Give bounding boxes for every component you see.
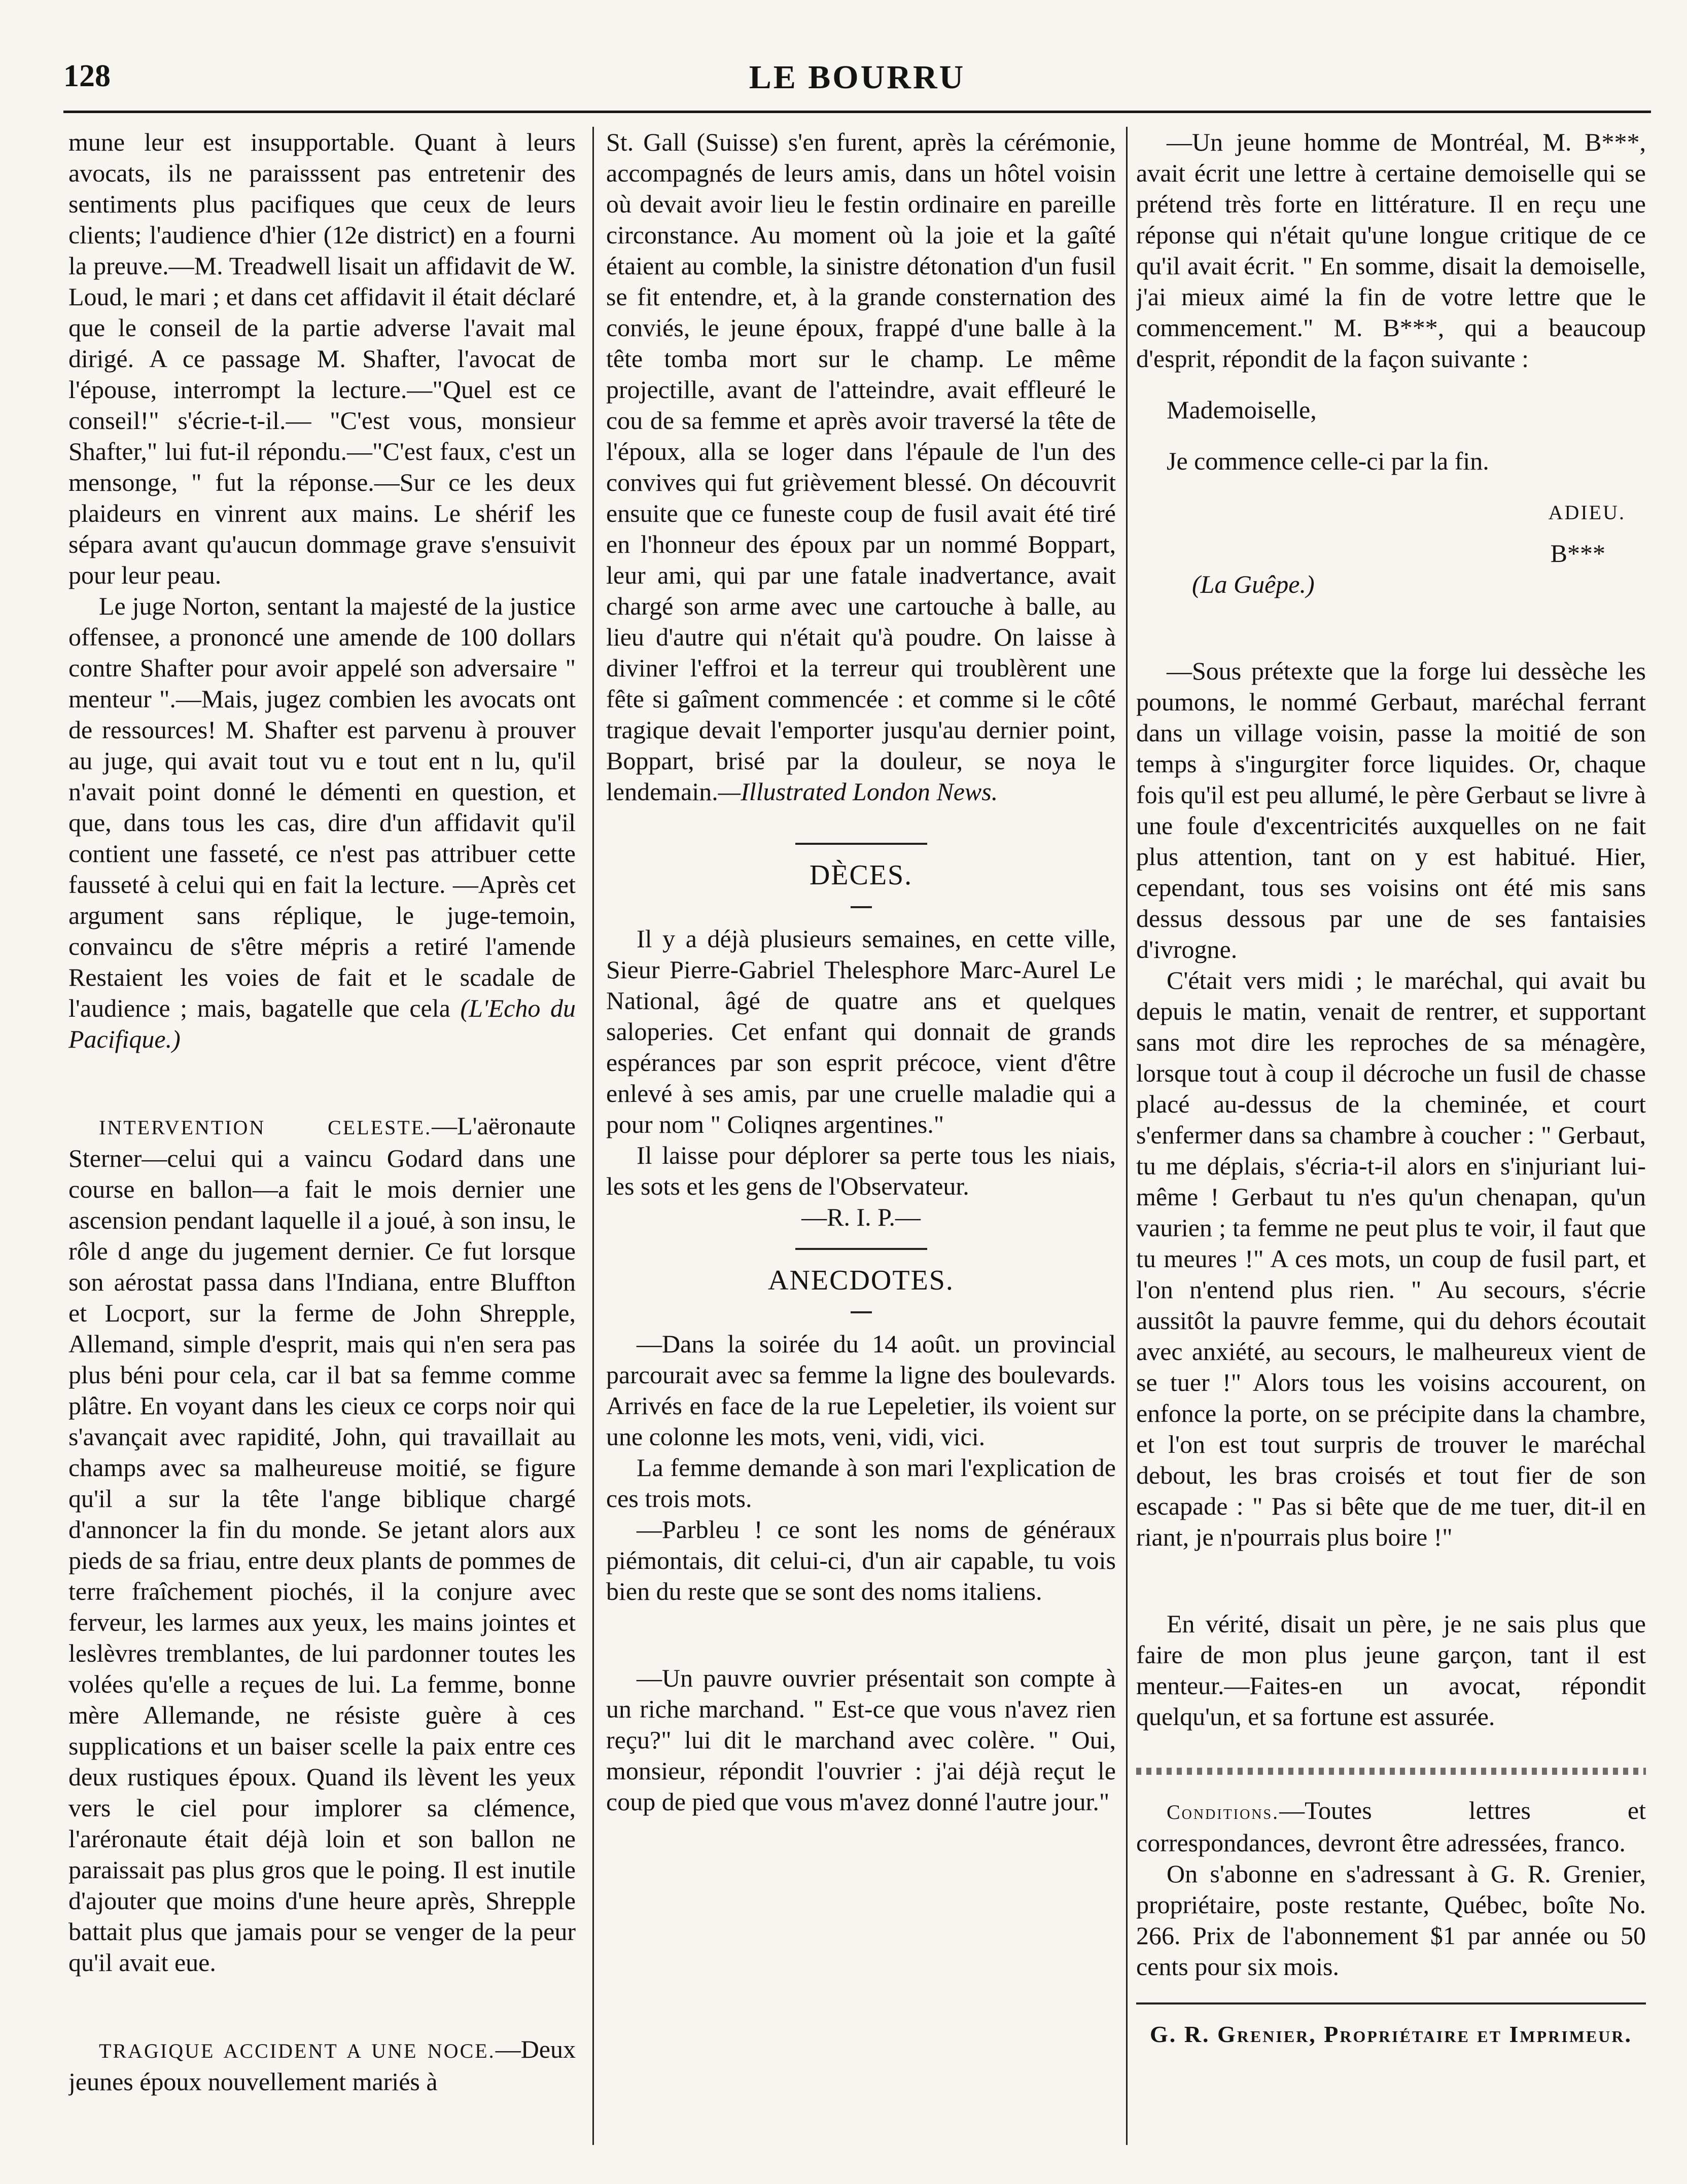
article-paragraph: En vérité, disait un père, je ne sais plus que faire de mon plus jeune garçon, tant il est menteur.—Faites-en un avocat, répondit quelqu'un, et sa fortune est assurée.	[1136, 1609, 1646, 1731]
running-title: LE BOURRU	[749, 59, 966, 96]
imprint: G. R. Grenier, Propriétaire et Imprimeur.	[1150, 2021, 1632, 2047]
page-number: 128	[63, 59, 111, 93]
article-heading: INTERVENTION CELESTE.	[99, 1116, 432, 1139]
source-credit: (La Guêpe.)	[1192, 570, 1315, 598]
article-paragraph: —Un pauvre ouvrier présentait son compte à un riche marchand. " Est-ce que vous n'avez rien reçu?" lui dit le marchand avec colère. " Oui, monsieur, répondit l'ouvrier : j'ai déjà reçut le coup de pied que vous m'avez donné l'autre jour."	[606, 1664, 1116, 1816]
letter-signature: B***	[1550, 539, 1605, 567]
letter-closing: ADIEU.	[1548, 501, 1626, 524]
article-paragraph: Le juge Norton, sentant la majesté de la justice offensee, a prononcé une amende de 100 dollars contre Shafter pour avoir appelé son adversaire " menteur ".—Mais, jugez combien les avocats ont de ressources! M. Shafter est parvenu à prouver au juge, qui avait tout vu e tout ent n lu, qu'il n'avait point donné le démenti en question, et que, dans tous les cas, dire d'un affidavit qu'il contient une fasseté, ce n'est pas attribuer cette fausseté à celui qui en fait la lecture. —Après cet argument sans réplique, le juge-temoin, convaincu de s'être mépris a retiré l'amende Restaient les voies de fait et le scadale de l'audience ; mais, bagatelle que cela (L'Echo du Pacifique.)	[68, 592, 576, 1053]
section-title: DÈCES.	[809, 860, 913, 891]
source-credit: —Illustrated London News.	[718, 777, 998, 806]
column-divider	[592, 127, 594, 2145]
rip-line: —R. I. P.—	[801, 1203, 921, 1231]
article-heading: TRAGIQUE ACCIDENT A UNE NOCE.	[99, 2039, 496, 2062]
conditions-label: Conditions.	[1167, 1801, 1280, 1823]
section-title: ANECDOTES.	[768, 1265, 954, 1296]
article-paragraph: C'était vers midi ; le maréchal, qui avait bu depuis le matin, venait de rentrer, et supportant sans mot dire les reproches de sa ménagère, lorsque tout à coup il décroche un fusil de chasse placé au-dessus de la cheminée, et court s'enfermer dans sa chambre à coucher : " Gerbaut, tu me déplais, s'écria-t-il alors en s'injuriant lui-même ! Gerbaut tu n'es qu'un chenapan, qu'un vaurien ; ta femme ne peut plus te voir, il faut que tu meures !" A ces mots, un coup de fusil part, et l'on n'entend plus rien. " Au secours, s'écrie aussitôt la pauvre femme, qui du dehors écoutait avec anxiété, au secours, le malheureux vient de se tuer !" Alors tous les voisins accourent, on enfonce la porte, on se précipite dans la chambre, et l'on est tout surpris de trouver le maréchal debout, les bras croisés et tout fier de son escapade : " Pas si bête que de me tuer, dit-il en riant, je n'pourrais plus boire !"	[1136, 966, 1646, 1551]
article-paragraph: Il y a déjà plusieurs semaines, en cette ville, Sieur Pierre-Gabriel Thelesphore Marc-Aurel Le National, âgé de quatre ans et quelques saloperies. Cet enfant qui donnait de grands espérances par son esprit précoce, vient d'être enlevé à ses amis, par une cruelle maladie qui a pour nom " Coliqnes argentines."	[606, 924, 1116, 1138]
letter-salutation: Mademoiselle,	[1167, 396, 1317, 424]
subscription-paragraph: On s'abonne en s'adressant à G. R. Grenier, propriétaire, poste restante, Québec, boîte No. 266. Prix de l'abonnement $1 par année ou 50 cents pour six mois.	[1136, 1859, 1646, 1981]
article-paragraph: mune leur est insupportable. Quant à leurs avocats, ils ne paraisssent pas entretenir des sentiments plus pacifiques que ceux de leurs clients; l'audience d'hier (12e district) en a fourni la preuve.—M. Treadwell lisait un affidavit de W. Loud, le mari ; et dans cet affidavit il était déclaré que le conseil de la partie adverse l'avait mal dirigé. A ce passage M. Shafter, l'avocat de l'épouse, interrompt la lecture.—"Quel est ce conseil!" s'écrie-t-il.— "C'est vous, monsieur Shafter," lui fut-il répondu.—"C'est faux, c'est un mensonge, " fut la réponse.—Sur ce les deux plaideurs en vinrent aux mains. Le shérif les sépara avant qu'aucun dommage grave s'ensuivit pour leur peau.	[68, 128, 576, 589]
article-paragraph: La femme demande à son mari l'explication de ces trois mots.	[606, 1453, 1116, 1513]
header-rule	[63, 111, 1651, 113]
article-paragraph: —Dans la soirée du 14 août. un provincial parcourait avec sa femme la ligne des boulevards. Arrivés en face de la rue Lepeletier, ils voient sur une colonne les mots, veni, vidi, vici.	[606, 1330, 1116, 1451]
section-rule	[795, 1248, 927, 1250]
article-paragraph: —Un jeune homme de Montréal, M. B***, avait écrit une lettre à certaine demoiselle qui se prétend très forte en littérature. Il en reçu une réponse qui n'était qu'une longue critique de ce qu'il avait écrit. " En somme, disait la demoiselle, j'ai mieux aimé la fin de votre lettre que le commencement." M. B***, qui a beaucoup d'esprit, répondit de la façon suivante :	[1136, 128, 1646, 373]
article-paragraph: Il laisse pour déplorer sa perte tous les niais, les sots et les gens de l'Observateur.	[606, 1141, 1116, 1200]
wavy-divider	[1136, 1768, 1646, 1775]
section-rule	[795, 843, 927, 845]
article-paragraph: St. Gall (Suisse) s'en furent, après la cérémonie, accompagnés de leurs amis, dans un hôtel voisin où devait avoir lieu le festin ordinaire en pareille circonstance. Au moment où la joie et la gaîté étaient au comble, la sinistre détonation d'un fusil se fit entendre, et, à la grande consternation des conviés, le jeune époux, frappé d'une balle à la tête tomba mort sur le champ. Le même projectille, avant de l'atteindre, avait effleuré le cou de sa femme et après avoir traversé la tête de l'époux, alla se loger dans l'épaule de l'un des convives qui fut grièvement blessé. On découvrit ensuite que ce funeste coup de fusil avait été tiré en l'honneur des époux par un nommé Boppart, leur ami, qui par une fatale inadvertance, avait chargé son arme avec une cartouche à balle, au lieu d'autre qui n'était qu'à poudre. On laisse à diviner l'effroi et la terreur qui troublèrent une fête si gaîment commencée : et comme si le côté tragique devait l'emporter jusqu'au dernier point, Boppart, brisé par la douleur, se noya le lendemain.—Illustrated London News.	[606, 128, 1116, 806]
section-rule	[851, 906, 872, 908]
column-1	[68, 127, 576, 2145]
column-3	[1136, 127, 1646, 2145]
article-paragraph: —Sous prétexte que la forge lui dessèche les poumons, le nommé Gerbaut, maréchal ferrant dans un village voisin, passe la moitié de son temps à s'ingurgiter force liquides. Or, chaque fois qu'il est peu allumé, le père Gerbaut se livre à une foule d'excentricités auxquelles on ne fait plus attention, tant on y est habitué. Hier, cependant, tous ses voisins ont été mis sans dessus dessous par une de ses fantaisies d'ivrogne.	[1136, 657, 1646, 963]
section-rule	[851, 1311, 872, 1313]
source-credit: (L'Echo du Pacifique.)	[68, 994, 576, 1053]
article-paragraph: —Parbleu ! ce sont les noms de généraux piémontais, dit celui-ci, d'un air capable, tu vois bien du reste que se sont des noms italiens.	[606, 1515, 1116, 1605]
conditions-paragraph: Conditions.—Toutes lettres et correspondances, devront être adressées, franco.	[1136, 1796, 1646, 1857]
letter-line: Je commence celle-ci par la fin.	[1167, 447, 1489, 475]
imprint-rule	[1136, 2002, 1646, 2004]
column-2	[606, 127, 1116, 2145]
article-paragraph: INTERVENTION CELESTE.—L'aëronaute Sterner—celui qui a vaincu Godard dans une course en ballon—a fait le mois dernier une ascension pendant laquelle il a joué, à son insu, le rôle d ange du jugement dernier. Ce fut lorsque son aérostat passa dans l'Indiana, entre Bluffton et Locport, sur la ferme de John Shrepple, Allemand, simple d'esprit, mais qui n'en sera pas plus béni pour cela, car il bat sa femme comme plâtre. En voyant dans les cieux ce corps noir qui s'avançait avec rapidité, John, qui travaillait au champs avec sa malheureuse moitié, se figure qu'il a sur la tête l'ange biblique chargé d'annoncer la fin du monde. Se jetant alors aux pieds de sa friau, entre deux plants de pommes de terre fraîchement piochés, il la conjure avec ferveur, les larmes aux yeux, les mains jointes et leslèvres tremblantes, de lui pardonner toutes les volées qu'elle a reçues de lui. La femme, bonne mère Allemande, ne résiste guère à ces supplications et un baiser scelle la paix entre ces deux rustiques époux. Quand ils lèvent les yeux vers le ciel pour implorer sa clémence, l'aréronaute était déjà loin et son ballon ne paraissait pas plus gros que le poing. Il est inutile d'ajouter que moins d'une heure après, Shrepple battait plus que jamais pour se venger de la peur qu'il avait eue.	[68, 1112, 576, 1977]
page-header	[63, 58, 1651, 104]
article-paragraph: TRAGIQUE ACCIDENT A UNE NOCE.—Deux jeunes époux nouvellement mariés à	[68, 2035, 576, 2096]
column-divider	[1126, 127, 1128, 2145]
